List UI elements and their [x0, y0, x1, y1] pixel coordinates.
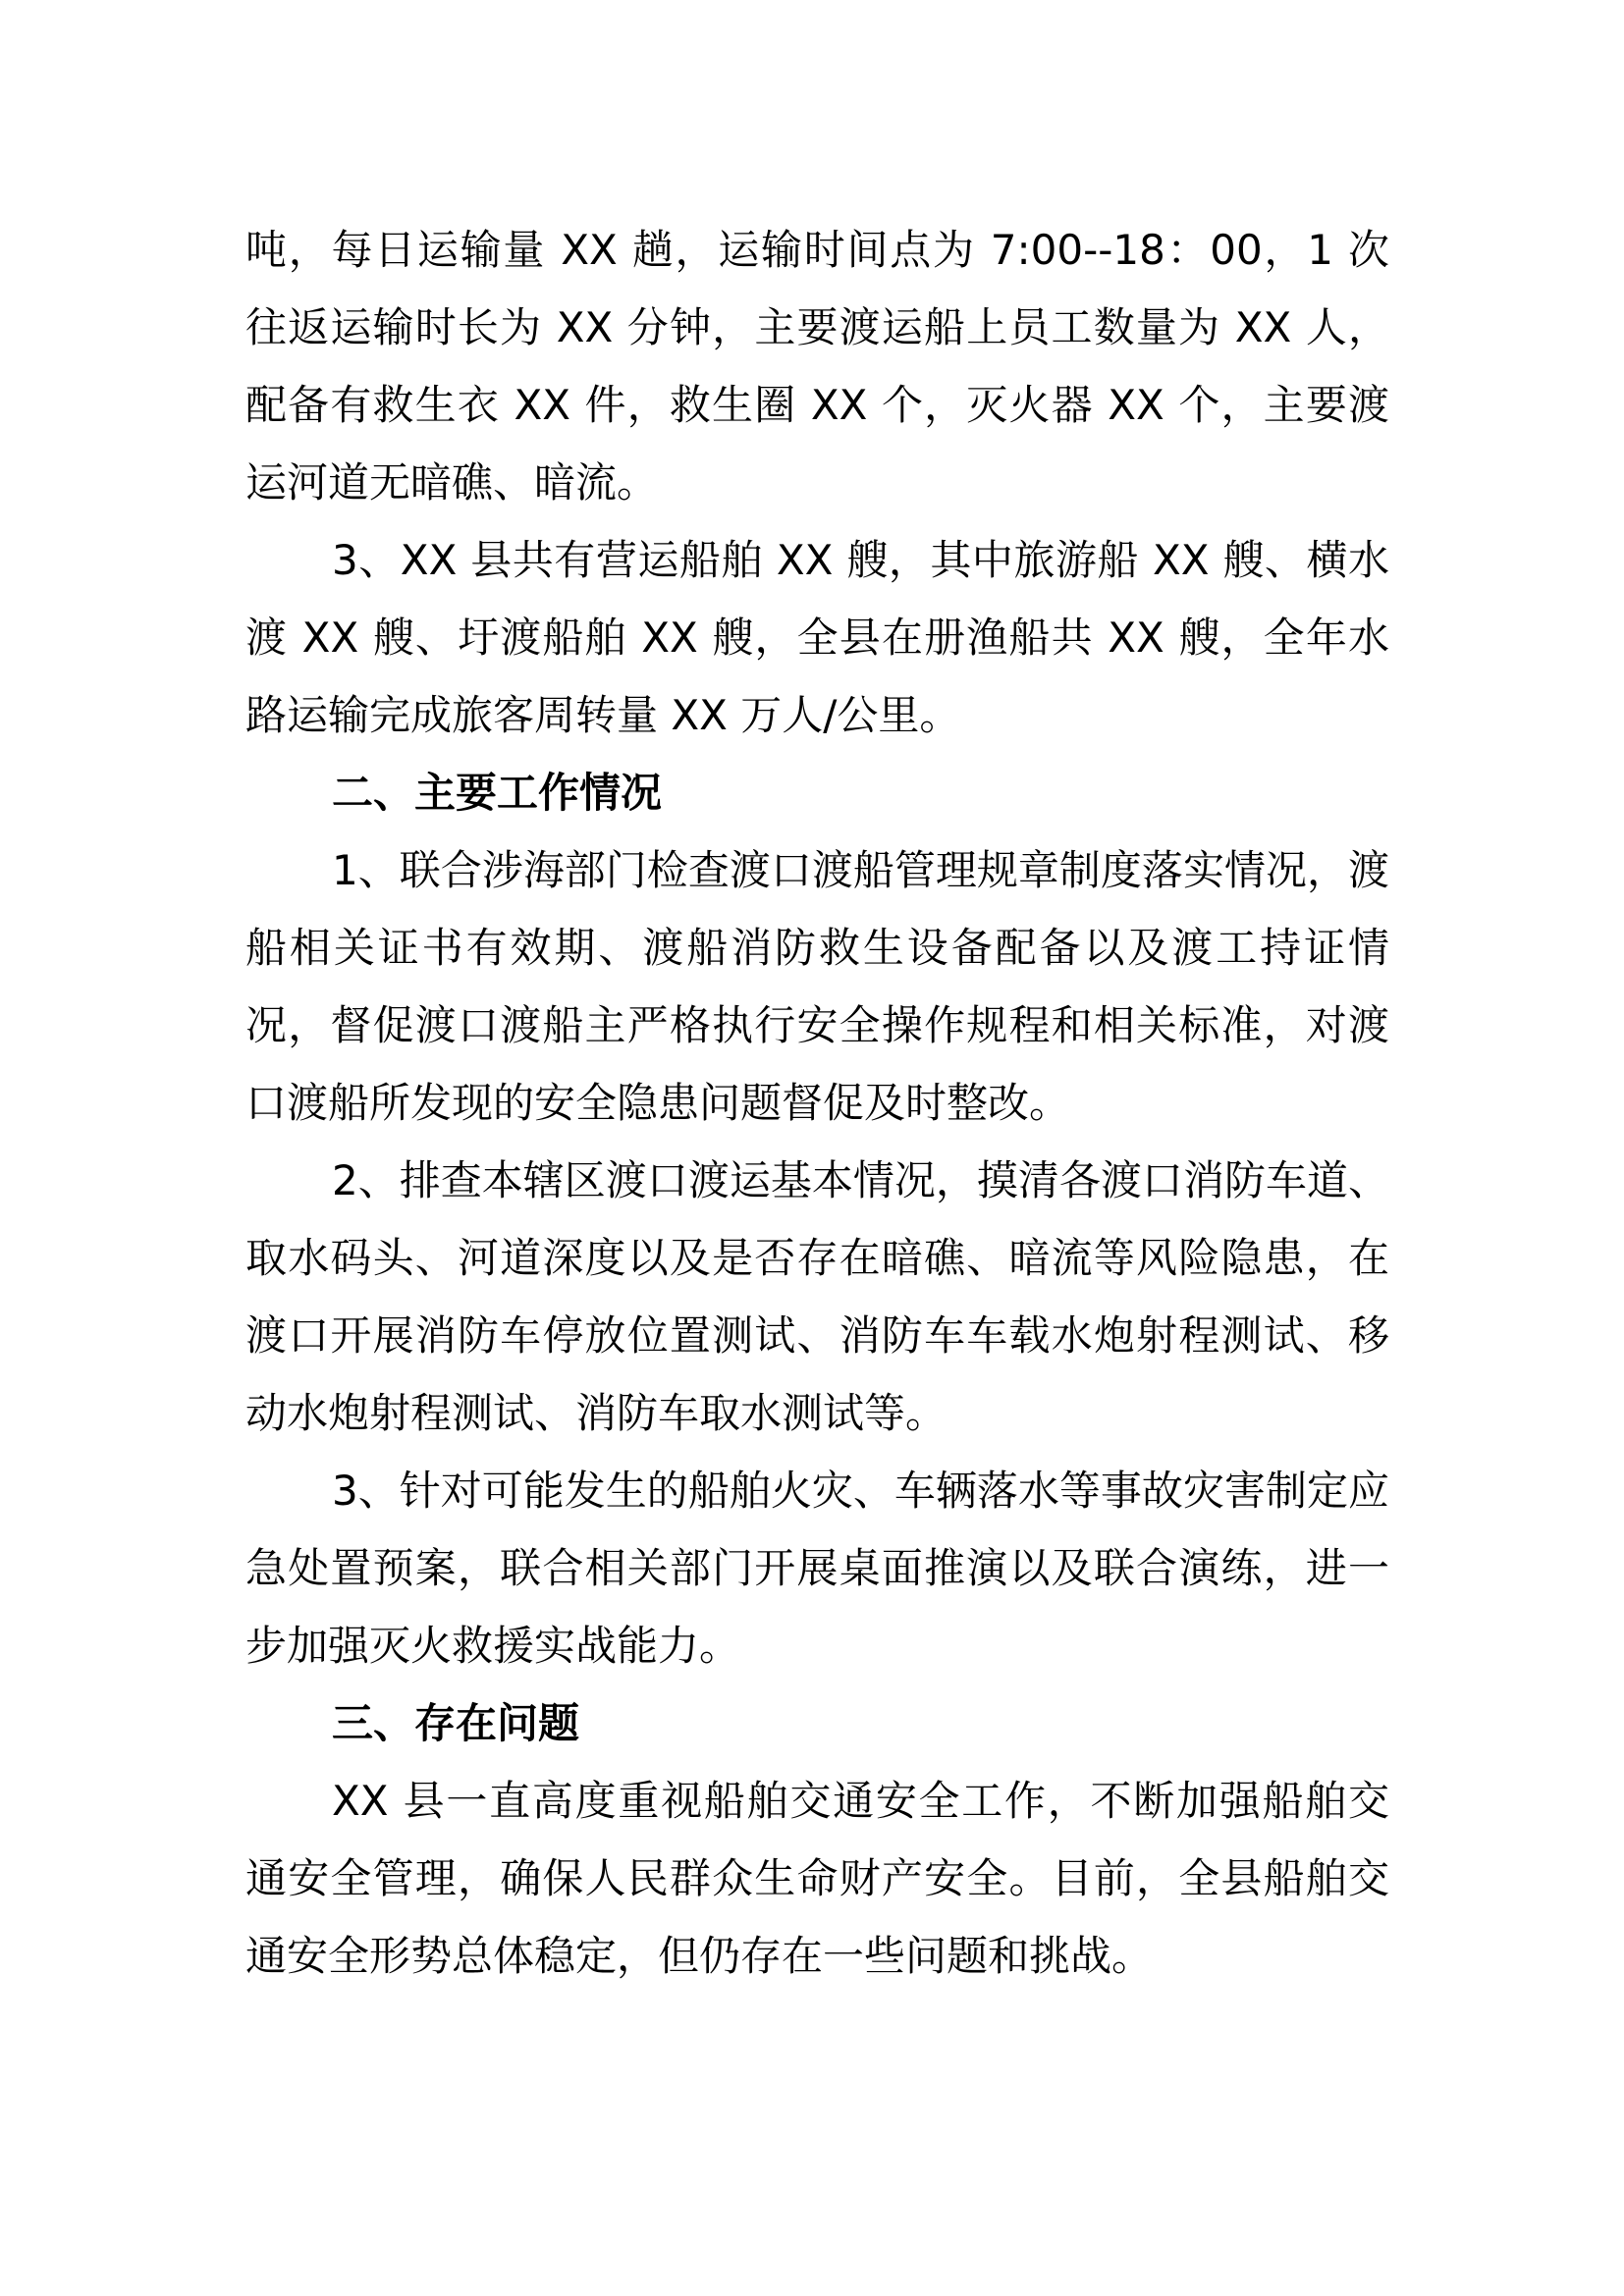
section-heading-problems: 三、存在问题: [332, 1699, 580, 1747]
paragraph-work-item-2: 2、排查本辖区渡口渡运基本情况，摸清各渡口消防车道、取水码头、河道深度以及是否存在暗礁、暗流等风险隐患，在渡口开展消防车停放位置测试、消防车车载水炮射程测试、移动水炮射程测试、消防车取水测试等。: [245, 1156, 1389, 1437]
document-page: [245, 211, 1389, 1995]
paragraph-vessel-stats: 3、XX 县共有营运船舶 XX 艘，其中旅游船 XX 艘、横水渡 XX 艘、圩渡船舶 XX 艘，全县在册渔船共 XX 艘，全年水路运输完成旅客周转量 XX 万人/公里。: [245, 536, 1389, 739]
section-heading-main-work: 二、主要工作情况: [332, 769, 663, 817]
paragraph-problems-intro: XX 县一直高度重视船舶交通安全工作，不断加强船舶交通安全管理，确保人民群众生命财产安全。目前，全县船舶交通安全形势总体稳定，但仍存在一些问题和挑战。: [245, 1777, 1389, 1980]
paragraph-work-item-1: 1、联合涉海部门检查渡口渡船管理规章制度落实情况，渡船相关证书有效期、渡船消防救生设备配备以及渡工持证情况，督促渡口渡船主严格执行安全操作规程和相关标准，对渡口渡船所发现的安全隐患问题督促及时整改。: [245, 846, 1389, 1127]
paragraph-work-item-3: 3、针对可能发生的船舶火灾、车辆落水等事故灾害制定应急处置预案，联合相关部门开展桌面推演以及联合演练，进一步加强灭火救援实战能力。: [245, 1467, 1389, 1670]
paragraph-continuation: 吨，每日运输量 XX 趟，运输时间点为 7:00--18：00，1 次往返运输时长为 XX 分钟，主要渡运船上员工数量为 XX 人，配备有救生衣 XX 件，救生圈 XX 个，灭火器 XX 个，主要渡运河道无暗礁、暗流。: [245, 226, 1389, 507]
